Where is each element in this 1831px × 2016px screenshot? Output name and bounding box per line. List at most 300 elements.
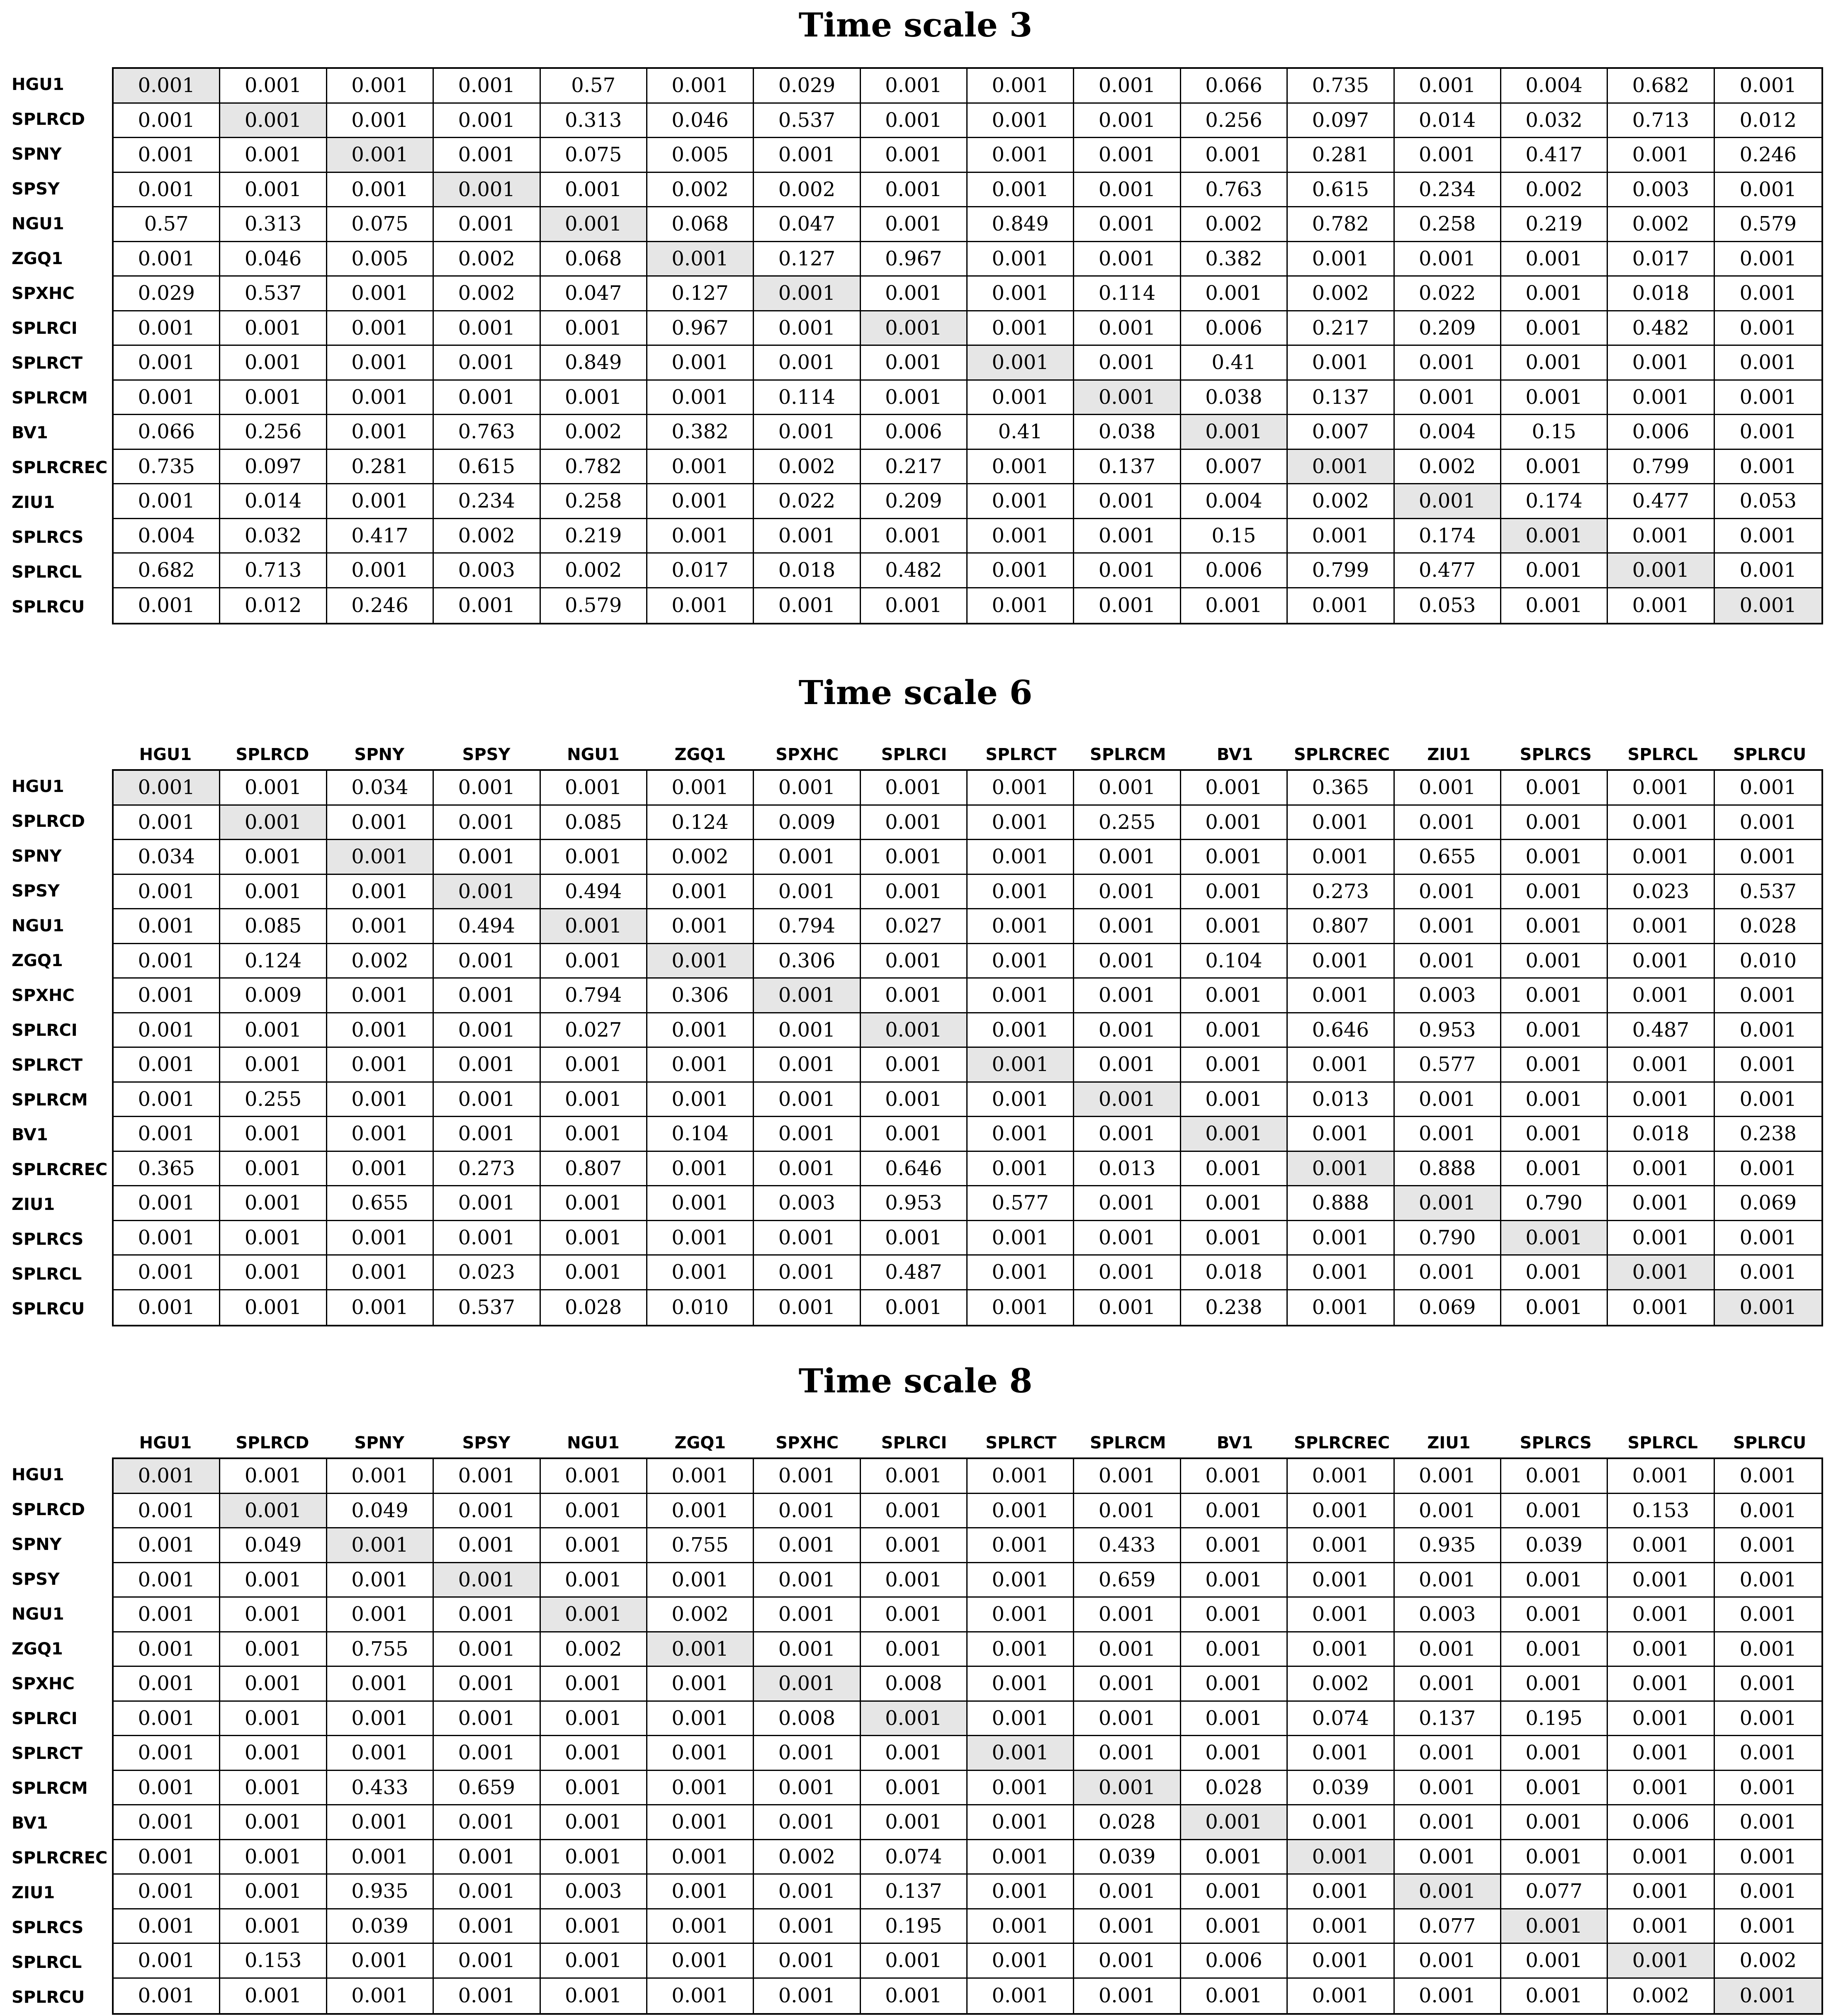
row-label: BV1	[12, 423, 48, 442]
matrix-cell: 0.001	[327, 1048, 434, 1083]
column-header: BV1	[1216, 1433, 1253, 1452]
matrix-cell: 0.001	[1501, 806, 1608, 840]
matrix-cell: 0.001	[861, 104, 968, 138]
matrix-cell: 0.001	[220, 875, 327, 910]
matrix-cell: 0.003	[434, 554, 540, 588]
matrix-cell: 0.001	[861, 277, 968, 311]
matrix-cell: 0.001	[861, 519, 968, 554]
matrix-cell: 0.001	[434, 1013, 540, 1048]
row-label: SPSY	[12, 882, 60, 901]
matrix-cell: 0.001	[647, 1083, 754, 1117]
matrix-cell: 0.001	[754, 1528, 861, 1563]
matrix-cell: 0.001	[1288, 1117, 1394, 1152]
matrix-cell: 0.255	[1074, 806, 1181, 840]
matrix-cell: 0.085	[541, 806, 647, 840]
matrix-cell: 0.001	[1395, 1459, 1501, 1494]
matrix-cell: 0.001	[754, 1494, 861, 1529]
matrix-cell: 0.849	[541, 346, 647, 381]
matrix-cell: 0.001	[434, 1528, 540, 1563]
matrix-cell: 0.001	[1608, 1598, 1714, 1632]
matrix-cell: 0.001	[1074, 311, 1181, 346]
column-header: ZGQ1	[674, 1433, 726, 1452]
matrix-cell: 0.001	[1608, 381, 1714, 415]
matrix-cell: 0.001	[754, 1736, 861, 1771]
matrix-cell: 0.002	[1501, 173, 1608, 208]
matrix-cell: 0.001	[541, 1186, 647, 1221]
matrix-cell: 0.001	[114, 1117, 220, 1152]
matrix-cell: 0.001	[1501, 944, 1608, 979]
matrix-cell: 0.001	[1715, 69, 1821, 104]
matrix-cell: 0.001	[861, 1013, 968, 1048]
matrix-cell: 0.010	[1715, 944, 1821, 979]
matrix-cell: 0.075	[327, 207, 434, 242]
matrix-cell: 0.001	[1501, 1048, 1608, 1083]
matrix-cell: 0.001	[647, 1771, 754, 1806]
matrix-cell: 0.001	[1715, 554, 1821, 588]
matrix-cell: 0.001	[1395, 1186, 1501, 1221]
row-label: ZGQ1	[12, 249, 63, 268]
matrix-cell: 0.001	[114, 381, 220, 415]
matrix-cell: 0.273	[1288, 875, 1394, 910]
matrix-cell: 0.001	[114, 69, 220, 104]
matrix-cell: 0.001	[1715, 311, 1821, 346]
matrix-cell: 0.001	[1608, 1256, 1714, 1290]
matrix-cell: 0.001	[1501, 1667, 1608, 1702]
matrix-cell: 0.002	[1288, 1667, 1394, 1702]
matrix-cell: 0.004	[1501, 69, 1608, 104]
matrix-cell: 0.001	[968, 1632, 1074, 1667]
matrix-cell: 0.655	[327, 1186, 434, 1221]
matrix-cell: 0.001	[647, 1736, 754, 1771]
matrix-cell: 0.001	[434, 1667, 540, 1702]
matrix-cell: 0.002	[1395, 450, 1501, 485]
matrix-cell: 0.001	[220, 840, 327, 875]
matrix-cell: 0.782	[1288, 207, 1394, 242]
matrix-cell: 0.001	[754, 588, 861, 623]
column-header: SPSY	[462, 1433, 511, 1452]
matrix-cell: 0.382	[1181, 242, 1288, 277]
matrix-cell: 0.382	[647, 415, 754, 450]
matrix-cell: 0.001	[968, 1979, 1074, 2014]
matrix-cell: 0.001	[861, 1944, 968, 1979]
matrix-cell: 0.074	[861, 1840, 968, 1875]
matrix-cell: 0.001	[541, 1979, 647, 2014]
row-label: SPXHC	[12, 986, 75, 1005]
matrix-cell: 0.256	[1181, 104, 1288, 138]
matrix-cell: 0.008	[861, 1667, 968, 1702]
matrix-cell: 0.001	[647, 1944, 754, 1979]
matrix-cell: 0.807	[541, 1152, 647, 1187]
matrix-cell: 0.001	[541, 1909, 647, 1944]
column-header: SPLRCS	[1520, 1433, 1592, 1452]
row-label: SPLRCI	[12, 319, 78, 338]
matrix-cell: 0.001	[1288, 1563, 1394, 1598]
matrix-cell: 0.001	[434, 875, 540, 910]
matrix-cell: 0.001	[647, 771, 754, 806]
matrix-cell: 0.001	[968, 1875, 1074, 1909]
matrix-cell: 0.001	[1288, 1944, 1394, 1979]
matrix-cell: 0.001	[1715, 277, 1821, 311]
matrix-cell: 0.022	[754, 484, 861, 519]
matrix-cell: 0.313	[541, 104, 647, 138]
matrix-cell: 0.047	[541, 277, 647, 311]
matrix-cell: 0.001	[1181, 1875, 1288, 1909]
matrix-cell: 0.018	[1181, 1256, 1288, 1290]
matrix-cell: 0.001	[1608, 1152, 1714, 1187]
matrix-cell: 0.032	[220, 519, 327, 554]
matrix-cell: 0.001	[1181, 1979, 1288, 2014]
matrix-cell: 0.001	[861, 840, 968, 875]
matrix-cell: 0.001	[434, 1840, 540, 1875]
matrix-cell: 0.001	[1501, 1256, 1608, 1290]
matrix-cell: 0.001	[968, 242, 1074, 277]
matrix-cell: 0.001	[1288, 1048, 1394, 1083]
matrix-cell: 0.001	[327, 1805, 434, 1840]
matrix-cell: 0.001	[327, 1840, 434, 1875]
matrix-cell: 0.001	[114, 1771, 220, 1806]
matrix-cell: 0.018	[754, 554, 861, 588]
matrix-cell: 0.001	[647, 450, 754, 485]
matrix-cell: 0.001	[220, 69, 327, 104]
matrix-cell: 0.001	[1715, 1013, 1821, 1048]
matrix-cell: 0.001	[968, 1667, 1074, 1702]
matrix-cell: 0.001	[434, 346, 540, 381]
matrix-cell: 0.001	[1074, 771, 1181, 806]
matrix-cell: 0.001	[1501, 242, 1608, 277]
matrix-cell: 0.001	[1501, 840, 1608, 875]
row-label: HGU1	[12, 75, 64, 94]
matrix-cell: 0.001	[647, 1840, 754, 1875]
matrix-cell: 0.001	[861, 875, 968, 910]
matrix-cell: 0.195	[1501, 1702, 1608, 1737]
matrix-cell: 0.001	[220, 1909, 327, 1944]
matrix-cell: 0.077	[1501, 1875, 1608, 1909]
matrix-cell: 0.001	[1608, 1667, 1714, 1702]
matrix-cell: 0.001	[1181, 1528, 1288, 1563]
matrix-cell: 0.001	[1501, 1117, 1608, 1152]
matrix-cell: 0.001	[434, 1117, 540, 1152]
matrix-cell: 0.038	[1181, 381, 1288, 415]
matrix-cell: 0.001	[1288, 979, 1394, 1013]
matrix-cell: 0.001	[1181, 1909, 1288, 1944]
matrix-cell: 0.238	[1715, 1117, 1821, 1152]
matrix-cell: 0.001	[1181, 415, 1288, 450]
matrix-cell: 0.049	[220, 1528, 327, 1563]
matrix-cell: 0.001	[327, 104, 434, 138]
matrix-cell: 0.001	[220, 1667, 327, 1702]
matrix-cell: 0.002	[754, 450, 861, 485]
matrix-cell: 0.001	[434, 138, 540, 173]
row-label: SPLRCD	[12, 110, 85, 129]
matrix-cell: 0.001	[754, 771, 861, 806]
matrix-cell: 0.001	[1074, 519, 1181, 554]
matrix-cell: 0.001	[434, 311, 540, 346]
matrix-cell: 0.023	[1608, 875, 1714, 910]
matrix-cell: 0.001	[1501, 1083, 1608, 1117]
matrix-cell: 0.713	[1608, 104, 1714, 138]
matrix-cell: 0.001	[220, 311, 327, 346]
matrix-cell: 0.001	[647, 1563, 754, 1598]
matrix-cell: 0.001	[968, 771, 1074, 806]
matrix-cell: 0.001	[1395, 242, 1501, 277]
matrix-cell: 0.001	[1395, 1875, 1501, 1909]
matrix-cell: 0.001	[1181, 1494, 1288, 1529]
matrix-cell: 0.001	[968, 104, 1074, 138]
matrix-cell: 0.001	[114, 104, 220, 138]
matrix-cell: 0.001	[434, 1944, 540, 1979]
matrix-cell: 0.039	[327, 1909, 434, 1944]
matrix-cell: 0.577	[968, 1186, 1074, 1221]
matrix-cell: 0.001	[1395, 1944, 1501, 1979]
matrix-cell: 0.001	[1288, 1875, 1394, 1909]
matrix-cell: 0.001	[434, 1909, 540, 1944]
matrix-cell: 0.001	[1608, 554, 1714, 588]
matrix-cell: 0.001	[1181, 1048, 1288, 1083]
matrix-cell: 0.246	[327, 588, 434, 623]
matrix-cell: 0.001	[1074, 138, 1181, 173]
matrix-cell: 0.028	[1181, 1771, 1288, 1806]
matrix-cell: 0.001	[754, 1944, 861, 1979]
matrix-cell: 0.001	[968, 519, 1074, 554]
matrix-cell: 0.258	[1395, 207, 1501, 242]
matrix-cell: 0.001	[434, 104, 540, 138]
table-title: Time scale 8	[798, 1361, 1033, 1400]
matrix-cell: 0.001	[220, 1290, 327, 1325]
matrix-cell: 0.001	[647, 1909, 754, 1944]
matrix-cell: 0.001	[1608, 138, 1714, 173]
matrix-cell: 0.001	[541, 840, 647, 875]
row-label: SPNY	[12, 1535, 62, 1554]
matrix-cell: 0.001	[327, 1459, 434, 1494]
matrix-cell: 0.001	[1181, 277, 1288, 311]
matrix-cell: 0.001	[1501, 381, 1608, 415]
column-header: SPXHC	[776, 1433, 839, 1452]
matrix-cell: 0.001	[1395, 1632, 1501, 1667]
matrix-cell: 0.001	[1074, 69, 1181, 104]
matrix-cell: 0.002	[1288, 277, 1394, 311]
matrix-cell: 0.001	[541, 1221, 647, 1256]
matrix-cell: 0.014	[220, 484, 327, 519]
column-header: SPLRCREC	[1294, 745, 1390, 764]
matrix-cell: 0.001	[647, 1152, 754, 1187]
matrix-cell: 0.001	[861, 1290, 968, 1325]
matrix-cell: 0.001	[1288, 1736, 1394, 1771]
matrix-cell: 0.001	[754, 875, 861, 910]
matrix-cell: 0.001	[1715, 1979, 1821, 2014]
matrix-cell: 0.001	[1715, 1875, 1821, 1909]
matrix-cell: 0.001	[1395, 1736, 1501, 1771]
matrix-cell: 0.001	[114, 1563, 220, 1598]
matrix-cell: 0.001	[1715, 1840, 1821, 1875]
matrix-cell: 0.001	[434, 381, 540, 415]
matrix-cell: 0.001	[1715, 1598, 1821, 1632]
matrix-cell: 0.001	[1181, 1667, 1288, 1702]
matrix-cell: 0.001	[1608, 1459, 1714, 1494]
matrix-cell: 0.001	[1074, 944, 1181, 979]
matrix-cell: 0.001	[1074, 381, 1181, 415]
matrix-cell: 0.001	[220, 1221, 327, 1256]
matrix-cell: 0.001	[434, 1875, 540, 1909]
matrix-cell: 0.029	[754, 69, 861, 104]
matrix-cell: 0.001	[220, 1117, 327, 1152]
matrix-cell: 0.001	[1074, 484, 1181, 519]
matrix-cell: 0.001	[861, 979, 968, 1013]
matrix-cell: 0.001	[647, 1013, 754, 1048]
matrix-cell: 0.001	[1608, 1944, 1714, 1979]
row-label: ZIU1	[12, 1195, 55, 1214]
matrix-cell: 0.735	[1288, 69, 1394, 104]
matrix-cell: 0.001	[1395, 69, 1501, 104]
matrix-cell: 0.001	[861, 588, 968, 623]
matrix-cell: 0.001	[754, 1083, 861, 1117]
matrix-cell: 0.001	[968, 1598, 1074, 1632]
matrix-cell: 0.537	[1715, 875, 1821, 910]
matrix-cell: 0.306	[647, 979, 754, 1013]
matrix-cell: 0.027	[861, 909, 968, 944]
row-label: NGU1	[12, 916, 64, 935]
matrix-cell: 0.001	[1608, 1048, 1714, 1083]
matrix-cell: 0.001	[1288, 346, 1394, 381]
matrix-cell: 0.023	[434, 1256, 540, 1290]
matrix-cell: 0.537	[434, 1290, 540, 1325]
matrix-cell: 0.001	[114, 1909, 220, 1944]
row-label: SPLRCL	[12, 563, 82, 582]
matrix-cell: 0.001	[1288, 1221, 1394, 1256]
matrix-cell: 0.537	[220, 277, 327, 311]
matrix-cell: 0.003	[1608, 173, 1714, 208]
matrix-cell: 0.001	[1288, 1494, 1394, 1529]
matrix-cell: 0.001	[220, 138, 327, 173]
matrix-cell: 0.137	[1288, 381, 1394, 415]
matrix-cell: 0.001	[434, 1736, 540, 1771]
column-header: HGU1	[139, 745, 192, 764]
matrix-cell: 0.001	[1608, 1563, 1714, 1598]
row-label: SPLRCREC	[12, 458, 108, 477]
matrix-cell: 0.124	[647, 806, 754, 840]
matrix-cell: 0.001	[1715, 346, 1821, 381]
matrix-cell: 0.001	[1608, 1221, 1714, 1256]
matrix-cell: 0.001	[220, 1632, 327, 1667]
matrix-cell: 0.034	[114, 840, 220, 875]
matrix-cell: 0.001	[1501, 1152, 1608, 1187]
matrix-cell: 0.001	[1715, 1667, 1821, 1702]
matrix-cell: 0.034	[327, 771, 434, 806]
matrix-cell: 0.001	[647, 484, 754, 519]
matrix-cell: 0.001	[968, 1805, 1074, 1840]
matrix-cell: 0.001	[1715, 1048, 1821, 1083]
matrix-cell: 0.001	[434, 840, 540, 875]
matrix-cell: 0.001	[968, 909, 1074, 944]
matrix-cell: 0.001	[968, 1290, 1074, 1325]
matrix-cell: 0.494	[434, 909, 540, 944]
matrix-cell: 0.001	[754, 1632, 861, 1667]
matrix-cell: 0.659	[434, 1771, 540, 1806]
matrix-cell: 0.001	[114, 484, 220, 519]
matrix-cell: 0.615	[434, 450, 540, 485]
matrix-cell: 0.001	[1181, 806, 1288, 840]
matrix-cell: 0.888	[1395, 1152, 1501, 1187]
matrix-cell: 0.001	[327, 875, 434, 910]
matrix-cell: 0.013	[1288, 1083, 1394, 1117]
matrix-cell: 0.003	[754, 1186, 861, 1221]
matrix-cell: 0.001	[541, 944, 647, 979]
matrix-cell: 0.001	[114, 1979, 220, 2014]
row-label: SPLRCI	[12, 1021, 78, 1040]
matrix-cell: 0.001	[1074, 875, 1181, 910]
row-label: SPLRCU	[12, 1299, 85, 1319]
matrix-cell: 0.001	[968, 346, 1074, 381]
matrix-cell: 0.001	[1074, 1459, 1181, 1494]
matrix-cell: 0.174	[1395, 519, 1501, 554]
row-label: SPLRCM	[12, 389, 88, 408]
matrix-cell: 0.001	[754, 1598, 861, 1632]
column-header: SPLRCD	[236, 745, 309, 764]
matrix-cell: 0.001	[541, 1667, 647, 1702]
matrix-cell: 0.001	[968, 1909, 1074, 1944]
matrix-cell: 0.763	[434, 415, 540, 450]
matrix-cell: 0.001	[114, 1632, 220, 1667]
matrix-cell: 0.006	[1608, 415, 1714, 450]
matrix-cell: 0.001	[114, 1875, 220, 1909]
matrix-cell: 0.001	[968, 1563, 1074, 1598]
matrix-cell: 0.001	[327, 415, 434, 450]
matrix-cell: 0.001	[327, 1702, 434, 1737]
matrix-cell: 0.001	[1501, 771, 1608, 806]
matrix-cell: 0.001	[861, 69, 968, 104]
matrix-cell: 0.001	[861, 311, 968, 346]
matrix-cell: 0.001	[1074, 1186, 1181, 1221]
matrix-cell: 0.001	[1181, 1459, 1288, 1494]
matrix-cell: 0.001	[968, 1256, 1074, 1290]
matrix-cell: 0.001	[220, 1494, 327, 1529]
row-label: SPLRCT	[12, 1744, 83, 1763]
matrix-cell: 0.001	[968, 1528, 1074, 1563]
matrix-cell: 0.001	[1501, 1944, 1608, 1979]
matrix-cell: 0.001	[434, 588, 540, 623]
matrix-cell: 0.001	[220, 1013, 327, 1048]
matrix-cell: 0.001	[1395, 944, 1501, 979]
matrix-cell: 0.001	[1074, 1117, 1181, 1152]
matrix-cell: 0.001	[1608, 1875, 1714, 1909]
matrix-cell: 0.001	[968, 1221, 1074, 1256]
column-header: SPLRCT	[985, 1433, 1057, 1452]
matrix-cell: 0.006	[1181, 554, 1288, 588]
matrix-cell: 0.433	[1074, 1528, 1181, 1563]
matrix-cell: 0.001	[541, 1117, 647, 1152]
matrix-cell: 0.001	[1715, 1909, 1821, 1944]
matrix-cell: 0.281	[327, 450, 434, 485]
matrix-cell: 0.028	[1074, 1805, 1181, 1840]
matrix-cell: 0.001	[1608, 588, 1714, 623]
row-label: SPLRCL	[12, 1953, 82, 1972]
matrix-cell: 0.001	[1074, 1048, 1181, 1083]
matrix-cell: 0.001	[861, 207, 968, 242]
matrix-cell: 0.006	[861, 415, 968, 450]
matrix-cell: 0.482	[861, 554, 968, 588]
matrix-cell: 0.001	[1181, 588, 1288, 623]
matrix-cell: 0.001	[647, 1221, 754, 1256]
matrix-cell: 0.005	[327, 242, 434, 277]
matrix-cell: 0.001	[1395, 909, 1501, 944]
matrix-cell: 0.001	[968, 588, 1074, 623]
matrix-cell: 0.001	[541, 1048, 647, 1083]
matrix-cell: 0.001	[968, 554, 1074, 588]
matrix-cell: 0.001	[541, 771, 647, 806]
matrix-cell: 0.794	[754, 909, 861, 944]
matrix-cell: 0.001	[647, 588, 754, 623]
matrix-cell: 0.001	[114, 771, 220, 806]
matrix-cell: 0.001	[1608, 1736, 1714, 1771]
